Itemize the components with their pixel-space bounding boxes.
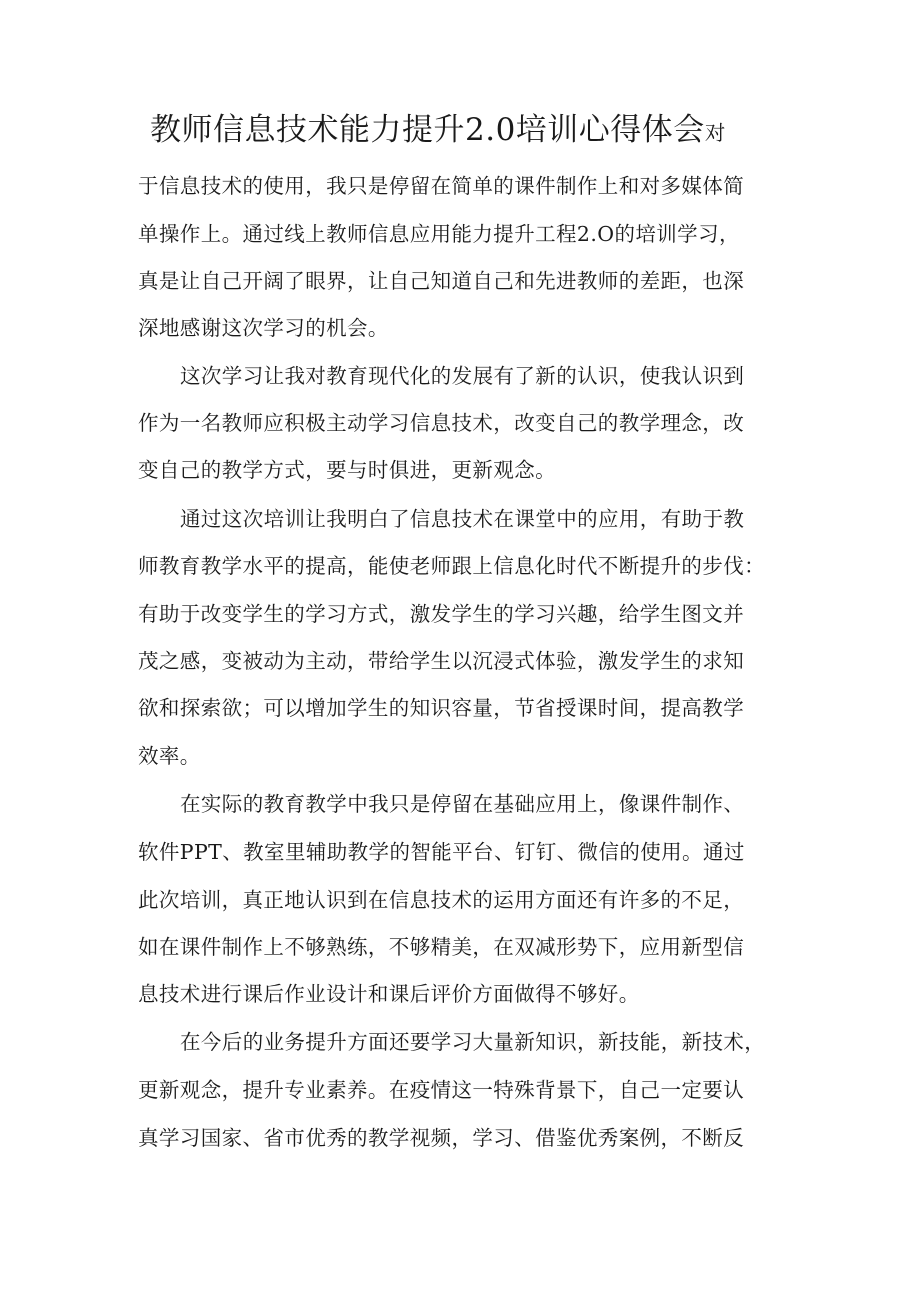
paragraph-line: 在今后的业务提升方面还要学习大量新知识，新技能，新技术， (180, 1030, 766, 1054)
paragraph-line: 深地感谢这次学习的机会。 (138, 316, 389, 340)
paragraph-line: 通过这次培训让我明白了信息技术在课堂中的应用，有助于教 (180, 507, 745, 531)
document-title-line (150, 106, 790, 154)
paragraph-line: 真学习国家、省市优秀的教学视频，学习、借鉴优秀案例，不断反 (138, 1126, 745, 1150)
paragraph-line: 真是让自己开阔了眼界，让自己知道自己和先进教师的差距，也深 (138, 269, 745, 293)
paragraph-line: 欲和探索欲；可以增加学生的知识容量，节省授课时间，提高教学 (138, 696, 745, 720)
paragraph-line: 效率。 (138, 744, 201, 768)
title-line-tail: 对 (704, 121, 726, 145)
paragraph-line: 师教育教学水平的提高，能使老师跟上信息化时代不断提升的步伐： (138, 554, 765, 578)
document-title: 教师信息技术能力提升2.0培训心得体会 (150, 112, 705, 148)
paragraph-line: 在实际的教育教学中我只是停留在基础应用上，像课件制作、 (180, 792, 745, 816)
paragraph-line: 此次培训，真正地认识到在信息技术的运用方面还有许多的不足， (138, 888, 745, 912)
paragraph-line: 单操作上。通过线上教师信息应用能力提升工程2.O的培训学习， (138, 222, 740, 246)
paragraph-line: 更新观念，提升专业素养。在疫情这一特殊背景下，自己一定要认 (138, 1078, 745, 1102)
paragraph-line: 茂之感，变被动为主动，带给学生以沉浸式体验，激发学生的求知 (138, 649, 745, 673)
paragraph-line: 作为一名教师应积极主动学习信息技术，改变自己的教学理念，改 (138, 411, 745, 435)
paragraph-line: 变自己的教学方式，要与时俱进，更新观念。 (138, 458, 556, 482)
paragraph-line: 有助于改变学生的学习方式，激发学生的学习兴趣，给学生图文并 (138, 602, 745, 626)
paragraph-line: 这次学习让我对教育现代化的发展有了新的认识，使我认识到 (180, 364, 745, 388)
paragraph-line: 息技术进行课后作业设计和课后评价方面做得不够好。 (138, 982, 640, 1006)
paragraph-line: 于信息技术的使用，我只是停留在简单的课件制作上和对多媒体简 (138, 174, 745, 198)
paragraph-line: 软件PPT、教室里辅助教学的智能平台、钉钉、微信的使用。通过 (138, 840, 745, 864)
paragraph-line: 如在课件制作上不够熟练，不够精美，在双减形势下，应用新型信 (138, 935, 745, 959)
